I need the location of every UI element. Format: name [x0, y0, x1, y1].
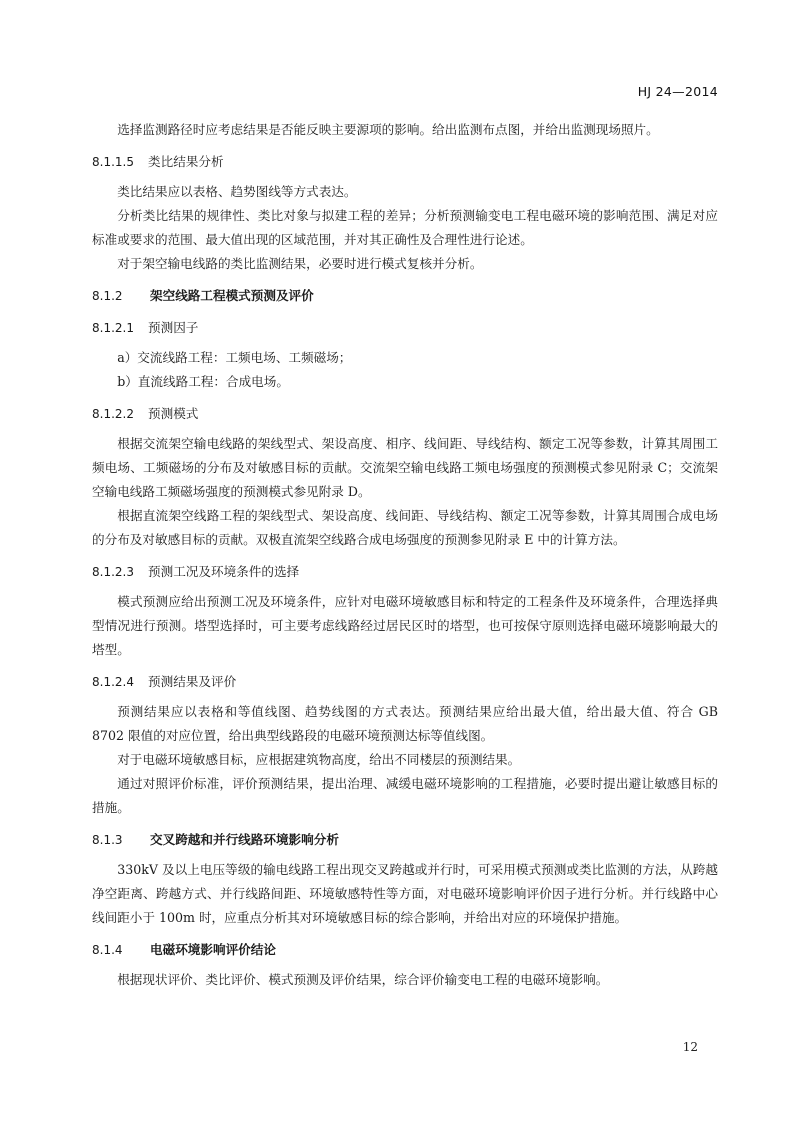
list-item: b）直流线路工程：合成电场。 [117, 374, 289, 389]
section-number: 8.1.1.5 [92, 155, 134, 169]
heading-8-1-1-5 [92, 150, 718, 174]
section-title: 预测因子 [148, 320, 199, 335]
heading-8-1-4 [92, 938, 718, 962]
paragraph: 根据现状评价、类比评价、模式预测及评价结果，综合评价输变电工程的电磁环境影响。 [117, 972, 609, 987]
section-title: 交叉跨越和并行线路环境影响分析 [150, 832, 339, 847]
section-title: 架空线路工程模式预测及评价 [150, 288, 314, 303]
section-number: 8.1.2.4 [92, 675, 134, 689]
section-number: 8.1.2.3 [92, 565, 134, 579]
standard-number: HJ 24—2014 [637, 84, 718, 99]
paragraph: 预测结果应以表格和等值线图、趋势线图的方式表达。预测结果应给出最大值，给出最大值、符合 GB 8702 限值的对应位置，给出典型线路段的电磁环境预测达标等值线图。 [92, 704, 718, 743]
list-item: a）交流线路工程：工频电场、工频磁场； [117, 350, 352, 365]
section-title: 电磁环境影响评价结论 [150, 942, 276, 957]
section-number: 8.1.4 [92, 943, 123, 957]
paragraph: 对于电磁环境敏感目标，应根据建筑物高度，给出不同楼层的预测结果。 [117, 752, 521, 767]
paragraph: 模式预测应给出预测工况及环境条件，应针对电磁环境敏感目标和特定的工程条件及环境条件，合理选择典型情况进行预测。塔型选择时，可主要考虑线路经过居民区时的塔型，也可按保守原则选择电磁环境影响最大的塔型。 [92, 594, 718, 657]
heading-8-1-2-3 [92, 560, 718, 584]
heading-8-1-2 [92, 284, 718, 308]
section-number: 8.1.2 [92, 289, 123, 303]
paragraph: 分析类比结果的规律性、类比对象与拟建工程的差异；分析预测输变电工程电磁环境的影响范围、满足对应标准或要求的范围、最大值出现的区域范围，并对其正确性及合理性进行论述。 [92, 208, 718, 247]
section-number: 8.1.2.1 [92, 321, 134, 335]
paragraph: 对于架空输电线路的类比监测结果，必要时进行模式复核并分析。 [117, 256, 483, 271]
paragraph: 根据直流架空线路工程的架线型式、架设高度、线间距、导线结构、额定工况等参数，计算其周围合成电场的分布及对敏感目标的贡献。双极直流架空线路合成电场强度的预测参见附录 E 中的计算方法。 [92, 508, 718, 547]
section-number: 8.1.2.2 [92, 407, 134, 421]
section-number: 8.1.3 [92, 833, 123, 847]
heading-8-1-2-4 [92, 670, 718, 694]
heading-8-1-2-2 [92, 402, 718, 426]
paragraph: 330kV 及以上电压等级的输电线路工程出现交叉跨越或并行时，可采用模式预测或类比监测的方法，从跨越净空距离、跨越方式、并行线路间距、环境敏感特性等方面，对电磁环境影响评价因子进行分析。并行线路中心线间距小于 100m 时，应重点分析其对环境敏感目标的综合影响，并给出对应的环境保护措施。 [92, 862, 718, 925]
intro-paragraph: 选择监测路径时应考虑结果是否能反映主要源项的影响。给出监测布点图，并给出监测现场照片。 [117, 122, 659, 137]
section-title: 类比结果分析 [148, 154, 224, 169]
paragraph: 通过对照评价标准，评价预测结果，提出治理、减缓电磁环境影响的工程措施，必要时提出避让敏感目标的措施。 [92, 776, 718, 815]
paragraph: 类比结果应以表格、趋势图线等方式表达。 [117, 184, 357, 199]
heading-8-1-2-1 [92, 316, 718, 340]
document-body [92, 118, 718, 992]
page-number: 12 [682, 1040, 698, 1054]
section-title: 预测工况及环境条件的选择 [148, 564, 300, 579]
heading-8-1-3 [92, 828, 718, 852]
paragraph: 根据交流架空输电线路的架线型式、架设高度、相序、线间距、导线结构、额定工况等参数，计算其周围工频电场、工频磁场的分布及对敏感目标的贡献。交流架空输电线路工频电场强度的预测模式参见附录 C；交流架空输电线路工频磁场强度的预测模式参见附录 D。 [92, 436, 718, 499]
section-title: 预测模式 [148, 406, 199, 421]
section-title: 预测结果及评价 [148, 674, 237, 689]
